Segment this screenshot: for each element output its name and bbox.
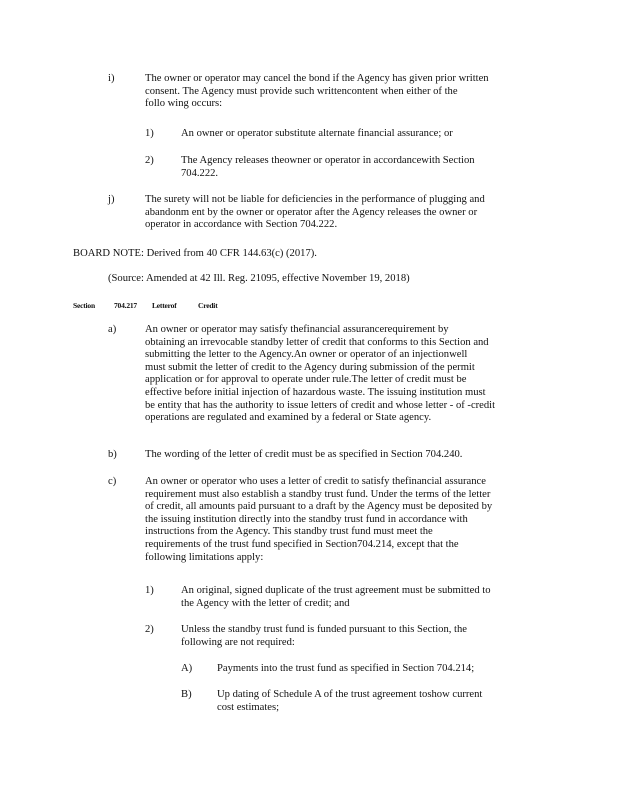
item-label: 1): [145, 585, 154, 596]
item-text: [181, 585, 533, 610]
section-title-part2: Credit: [198, 301, 218, 310]
text-line: follo wing occurs:: [145, 98, 223, 110]
item-text: [145, 194, 532, 232]
text-line: cost estimates;: [217, 701, 280, 713]
text-line: abandonm ent by the owner or operator after the Agency releases the owner or: [145, 206, 478, 218]
item-label: 2): [145, 624, 154, 635]
text-line: be entity that has the authority to issue letters of credit and whose letter - of -credit: [145, 399, 496, 411]
item-label: a): [108, 324, 117, 335]
text-line: An owner or operator substitute alternate financial assurance; or: [181, 128, 453, 139]
text-line: obtaining an irrevocable standby letter of credit that conforms to this Section and: [145, 336, 489, 348]
item-label: B): [181, 689, 192, 700]
text-line: following limitations apply:: [145, 551, 264, 563]
text-line: requirements of the trust fund specified in Section704.214, except that the: [145, 538, 459, 550]
text-line: must submit the letter of credit to the Agency during submission of the permit: [145, 361, 475, 373]
item-text: [217, 689, 517, 714]
text-line: following are not required:: [181, 636, 295, 648]
text-line: An owner or operator may satisfy thefinancial assurancerequirement by: [145, 324, 449, 335]
text-line: Payments into the trust fund as specified in Section 704.214;: [217, 663, 475, 674]
section-title-part1: Letterof: [152, 301, 177, 310]
item-text: [145, 449, 533, 462]
text-line: Unless the standby trust fund is funded pursuant to this Section, the: [181, 624, 468, 635]
board-note: BOARD NOTE: Derived from 40 CFR 144.63(c) (2017).: [73, 248, 317, 259]
text-line: the Agency with the letter of credit; and: [181, 597, 350, 609]
item-text: [181, 155, 511, 180]
text-line: requirement must also establish a standby trust fund. Under the terms of the letter: [145, 488, 491, 500]
item-label: A): [181, 663, 193, 674]
text-line: An owner or operator who uses a letter of credit to satisfy thefinancial assurance: [145, 476, 486, 487]
item-text: [145, 324, 533, 425]
item-text: [181, 128, 511, 141]
item-label: c): [108, 476, 117, 487]
text-line: The wording of the letter of credit must be as specified in Section 704.240.: [145, 449, 463, 460]
text-line: The owner or operator may cancel the bond if the Agency has given prior written: [145, 73, 489, 84]
text-line: the issuing institution directly into the standby trust fund in accordance with: [145, 513, 468, 525]
item-text: [181, 624, 511, 649]
item-text: [145, 73, 532, 111]
item-label: 2): [145, 155, 154, 166]
text-line: operations are regulated and examined by a federal or State agency.: [145, 412, 432, 424]
item-text: [145, 476, 540, 564]
source-note: (Source: Amended at 42 Ill. Reg. 21095, effective November 19, 2018): [108, 273, 410, 284]
text-line: effective before initial injection of hazardous waste. The issuing institution must: [145, 386, 486, 398]
text-line: submitting the letter to the Agency.An owner or operator of an injectionwell: [145, 349, 468, 361]
text-line: consent. The Agency must provide such writtencontent when either of the: [145, 85, 458, 97]
section-number: 704.217: [114, 301, 137, 310]
text-line: application or for approval to operate under rule.The letter of credit must be: [145, 374, 467, 386]
text-line: 704.222.: [181, 167, 219, 179]
item-text: [217, 663, 517, 676]
text-line: An original, signed duplicate of the trust agreement must be submitted to: [181, 585, 491, 596]
text-line: instructions from the Agency. This standby trust fund must meet the: [145, 526, 433, 538]
text-line: The Agency releases theowner or operator in accordancewith Section: [181, 155, 475, 166]
item-label: i): [108, 73, 115, 84]
section-label: Section: [73, 301, 95, 310]
item-label: b): [108, 449, 117, 460]
text-line: operator in accordance with Section 704.222.: [145, 219, 338, 231]
text-line: of credit, all amounts paid pursuant to a draft by the Agency must be deposited by: [145, 501, 493, 513]
text-line: The surety will not be liable for deficiencies in the performance of plugging and: [145, 194, 485, 205]
text-line: Up dating of Schedule A of the trust agreement toshow current: [217, 689, 483, 700]
item-label: j): [108, 194, 115, 205]
item-label: 1): [145, 128, 154, 139]
